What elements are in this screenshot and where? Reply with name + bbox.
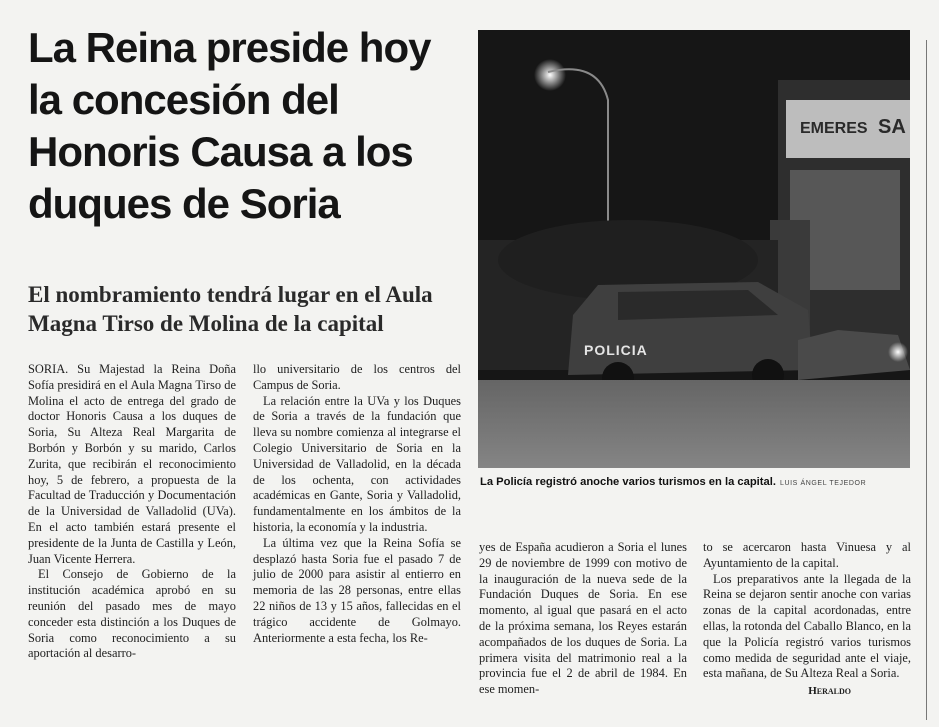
subheadline: El nombramiento tendrá lugar en el Aula Magna Tirso de Molina de la capital	[28, 282, 433, 336]
caption-text: La Policía registró anoche varios turismos en la capital.	[480, 476, 776, 488]
paragraph: La última vez que la Reina Sofía se desplazó hasta Soria fue el pasado 7 de julio de 2000 para asistir al entierro en memoria de las 28 personas, entre ellas 22 niños de 13 y 15 años, fallecidas en el trágico accidente de Golmayo. Anteriormente a esta fecha, los Re-	[253, 535, 461, 645]
paragraph: La relación entre la UVa y los Duques de Soria a través de la fundación que lleva su nombre comienza al integrarse el Colegio Universitario de Soria en la Universidad de Valladolid, en la década de los ochenta, con actividades académicas en Gante, Soria y Valladolid, fundamentalmente en los ámbitos de la historia, la economía y la industria.	[253, 393, 461, 534]
building-sign-2: SA	[878, 116, 906, 138]
night-police-car-image	[478, 30, 910, 468]
body-column-2	[253, 362, 461, 646]
body-column-3	[479, 540, 687, 698]
paragraph: Los preparativos ante la llegada de la Reina se dejaron sentir anoche con varias zonas de la capital acordonadas, entre ellas, la rotonda del Caballo Blanco, en la que la Policía registró varios turismos como medida de seguridad ante el viaje, esta mañana, de Su Alteza Real a Soria.	[703, 571, 911, 681]
building-sign: EMERES	[800, 120, 868, 137]
news-photo	[478, 30, 910, 468]
paragraph: El Consejo de Gobierno de la institución académica aprobó en su reunión del pasado mes de mayo conceder esta distinción a los Duques de Soria como reconocimiento a su aportación al desarro-	[28, 567, 236, 661]
police-text: POLICIA	[584, 342, 648, 358]
paragraph: SORIA. Su Majestad la Reina Doña Sofía presidirá en el Aula Magna Tirso de Molina el acto de entrega del grado de doctor Honoris Causa a los duques de Soria, Su Alteza Real Margarita de Borbón y Borbón y su marido, Carlos Zurita, que recibirán el reconocimiento hoy, 5 de febrero, a propuesta de la Facultad de Traducción y Documentación de la Universidad de Valladolid (UVa). En el acto también estará presente el presidente de la Junta de Castilla y León, Juan Vicente Herrera.	[28, 362, 236, 566]
paragraph: yes de España acudieron a Soria el lunes 29 de noviembre de 1999 con motivo de la inauguración de la nueva sede de la Fundación Duques de Soria. En ese momento, al igual que pasará en el acto de la próxima semana, los Reyes estarán acompañados de los duques de Soria. La primera visita del matrimonio real a la provincia fue el 2 de abril de 1984. En ese momen-	[479, 540, 687, 697]
photo-caption	[480, 476, 920, 488]
paragraph: llo universitario de los centros del Campus de Soria.	[253, 362, 461, 392]
body-column-4	[703, 540, 911, 700]
column-divider	[926, 40, 927, 720]
author-signature: Heraldo	[808, 685, 851, 698]
paragraph: to se acercaron hasta Vinuesa y al Ayuntamiento de la capital.	[703, 540, 911, 570]
headline: La Reina preside hoy la concesión del Honoris Causa a los duques de Soria	[28, 24, 431, 227]
body-column-1	[28, 362, 236, 662]
photo-credit: LUIS ÁNGEL TEJEDOR	[779, 480, 867, 487]
